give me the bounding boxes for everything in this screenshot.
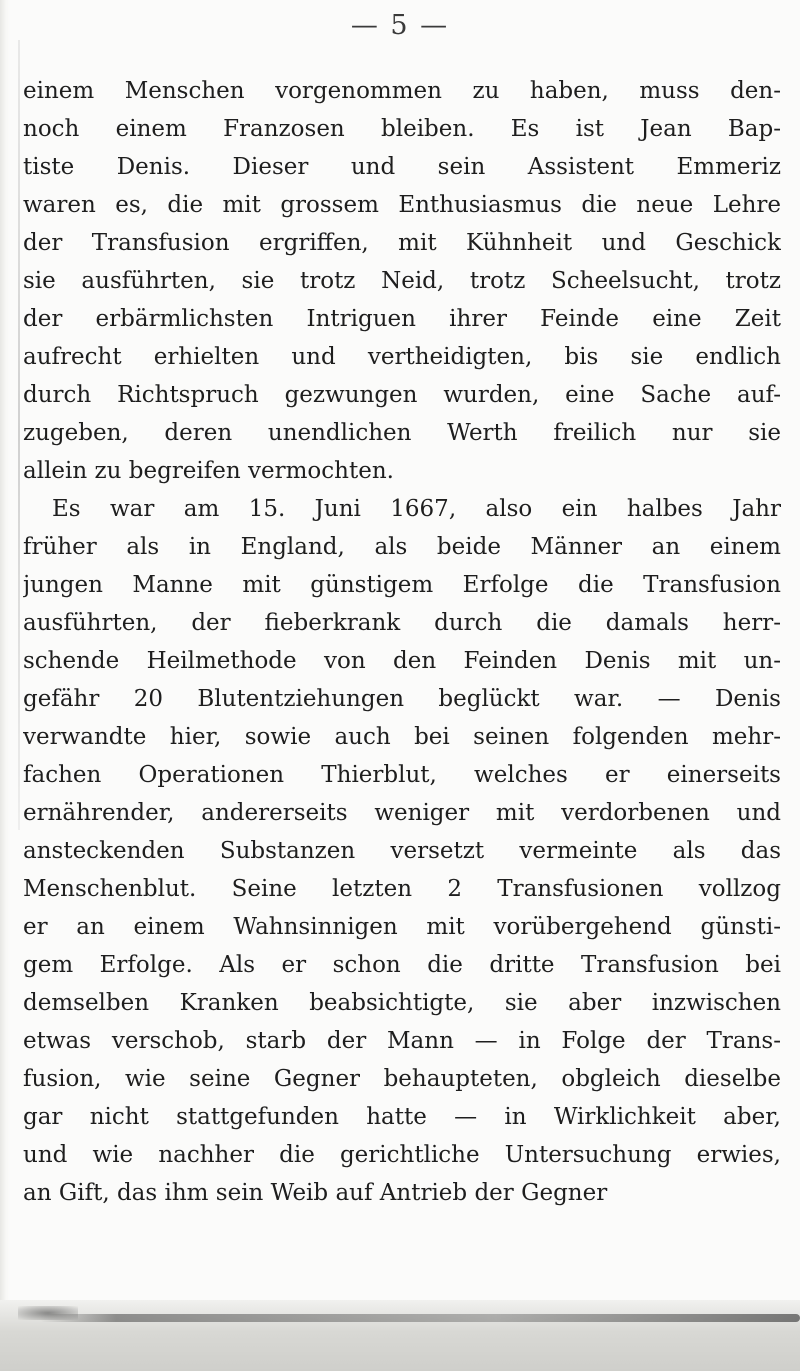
scan-bottom-edge [0, 1300, 800, 1371]
text-line: schende Heilmethode von den Feinden Denis mit un- [23, 648, 781, 674]
paragraph-end-line: allein zu begreifen vermochten. [23, 458, 394, 484]
scan-shadow-line [40, 1314, 800, 1322]
text-line: Menschenblut. Seine letzten 2 Transfusionen vollzog [23, 876, 781, 902]
text-line: ansteckenden Substanzen versetzt vermeinte als das [23, 838, 781, 864]
text-line: gem Erfolge. Als er schon die dritte Transfusion bei [23, 952, 781, 978]
text-line: früher als in England, als beide Männer an einem [23, 534, 781, 560]
text-line: er an einem Wahnsinnigen mit vorübergehend günsti- [23, 914, 781, 940]
text-line: jungen Manne mit günstigem Erfolge die Transfusion [23, 572, 781, 598]
text-line: gefähr 20 Blutentziehungen beglückt war. — Denis [23, 686, 781, 712]
text-line: an Gift, das ihm sein Weib auf Antrieb der Gegner [23, 1180, 608, 1206]
text-line: durch Richtspruch gezwungen wurden, eine Sache auf- [23, 382, 781, 408]
text-line: tiste Denis. Dieser und sein Assistent Emmeriz [23, 154, 781, 180]
text-line: einem Menschen vorgenommen zu haben, muss den- [23, 78, 781, 104]
page-left-shadow [0, 0, 10, 1371]
text-line: aufrecht erhielten und vertheidigten, bis sie endlich [23, 344, 781, 370]
text-line: noch einem Franzosen bleiben. Es ist Jean Bap- [23, 116, 781, 142]
text-line: der erbärmlichsten Intriguen ihrer Feinde eine Zeit [23, 306, 781, 332]
text-line: ausführten, der fieberkrank durch die damals herr- [23, 610, 781, 636]
paragraph-start-line: Es war am 15. Juni 1667, also ein halbes Jahr [52, 496, 781, 522]
text-line: der Transfusion ergriffen, mit Kühnheit und Geschick [23, 230, 781, 256]
text-line: gar nicht stattgefunden hatte — in Wirklichkeit aber, [23, 1104, 781, 1130]
text-line: fusion, wie seine Gegner behaupteten, obgleich dieselbe [23, 1066, 781, 1092]
text-line: fachen Operationen Thierblut, welches er einerseits [23, 762, 781, 788]
text-line: zugeben, deren unendlichen Werth freilich nur sie [23, 420, 781, 446]
page-binding-edge [18, 40, 20, 830]
scan-smudge [18, 1306, 78, 1320]
text-line: verwandte hier, sowie auch bei seinen folgenden mehr- [23, 724, 781, 750]
text-line: sie ausführten, sie trotz Neid, trotz Scheelsucht, trotz [23, 268, 781, 294]
text-line: demselben Kranken beabsichtigte, sie aber inzwischen [23, 990, 781, 1016]
text-line: ernährender, andererseits weniger mit verdorbenen und [23, 800, 781, 826]
text-line: und wie nachher die gerichtliche Untersuchung erwies, [23, 1142, 781, 1168]
body-text [23, 72, 781, 1212]
page-number: — 5 — [350, 10, 450, 41]
text-line: waren es, die mit grossem Enthusiasmus die neue Lehre [23, 192, 781, 218]
text-line: etwas verschob, starb der Mann — in Folge der Trans- [23, 1028, 781, 1054]
